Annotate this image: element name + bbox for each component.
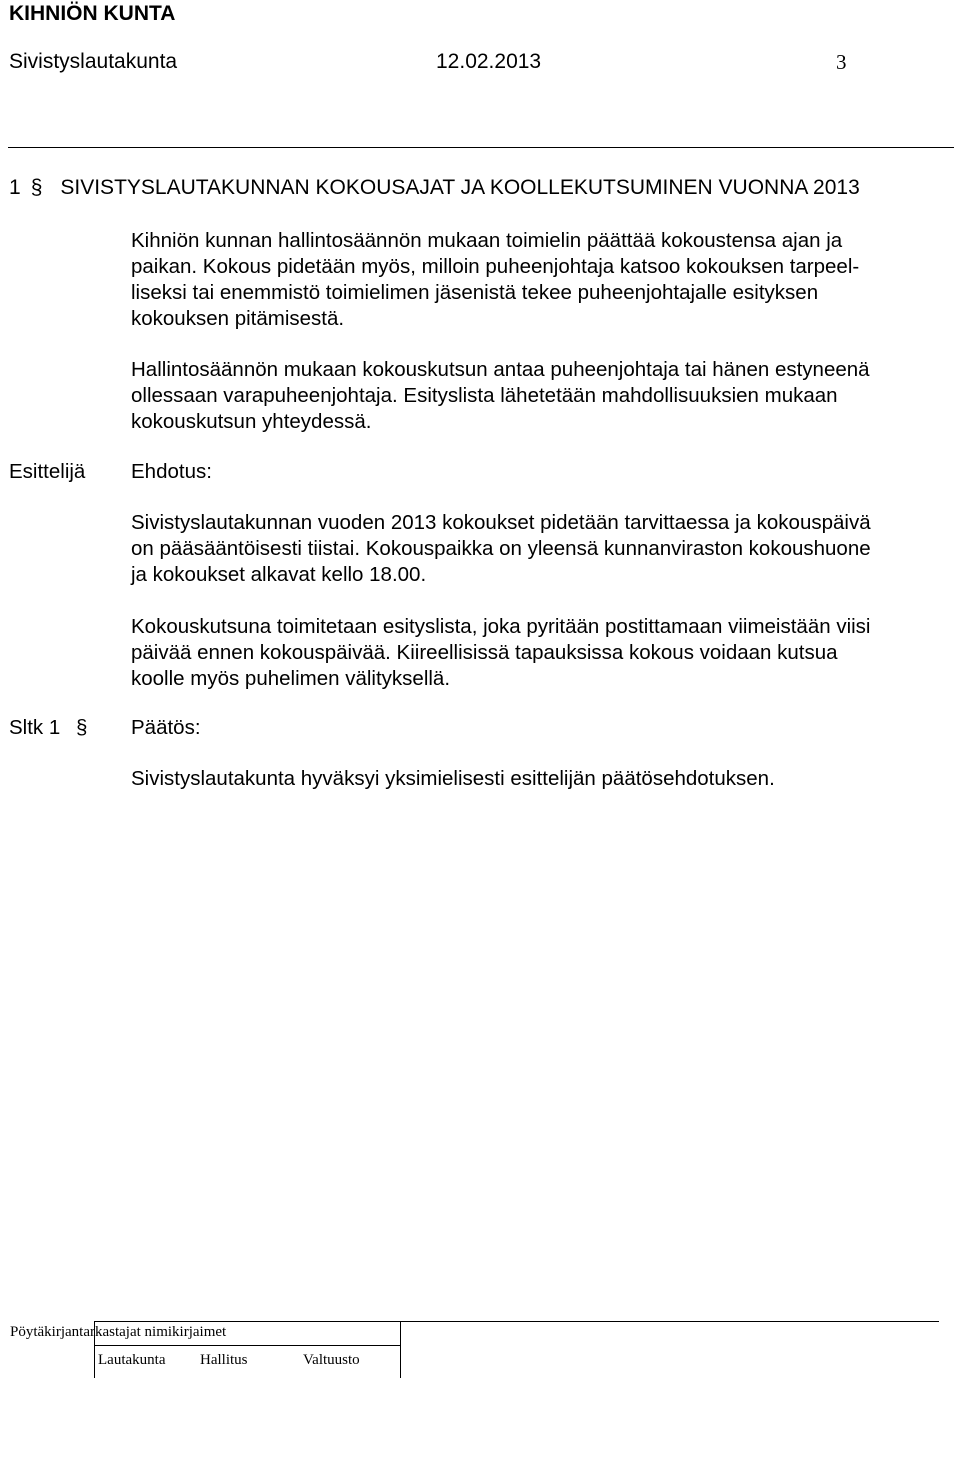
text-line: Hallintosäännön mukaan kokouskutsun antaa puheenjohtaja tai hänen estyneenä (131, 358, 870, 381)
text-line: päivää ennen kokouspäivää. Kiireellisissä tapauksissa kokous voidaan kutsua (131, 641, 838, 664)
signature-column-board: Lautakunta (98, 1352, 166, 1368)
page-number: 3 (836, 50, 847, 74)
meeting-date: 12.02.2013 (436, 50, 542, 73)
text-line: on pääsääntöisesti tiistai. Kokouspaikka on yleensä kunnanviraston kokoushuone (131, 537, 871, 560)
text-line: ja kokoukset alkavat kello 18.00. (131, 563, 427, 586)
text-line: Sivistyslautakunnan vuoden 2013 kokoukset pidetään tarvittaessa ja kokouspäivä (131, 511, 871, 534)
intro-paragraph-2 (131, 357, 951, 435)
text-line: Kokouskutsuna toimitetaan esityslista, joka pyritään postittamaan viimeistään viisi (131, 615, 871, 638)
decision-reference-label: Sltk 1 (9, 716, 61, 739)
organization-name: KIHNIÖN KUNTA (9, 2, 176, 25)
section-title: SIVISTYSLAUTAKUNNAN KOKOUSAJAT JA KOOLLEKUTSUMINEN VUONNA 2013 (60, 176, 860, 199)
text-line: liseksi tai enemmistö toimielimen jäsenistä tekee puheenjohtajalle esityksen (131, 281, 819, 304)
decision-reference (9, 716, 87, 740)
text-line: ollessaan varapuheenjohtaja. Esityslista lähetetään mahdollisuuksien mukaan (131, 384, 838, 407)
text-line: kokouskutsun yhteydessä. (131, 410, 372, 433)
text-line: paikan. Kokous pidetään myös, milloin puheenjohtaja katsoo kokouksen tarpeel- (131, 255, 860, 278)
decision-text: Sivistyslautakunta hyväksyi yksimielisesti esittelijän päätösehdotuksen. (131, 767, 775, 790)
text-line: Kihniön kunnan hallintosäännön mukaan toimielin päättää kokoustensa ajan ja (131, 229, 843, 252)
signatures-label: Pöytäkirjantarkastajat nimikirjaimet (10, 1324, 227, 1340)
intro-paragraph-1 (131, 228, 951, 332)
proposal-heading: Ehdotus: (131, 460, 212, 483)
proposal-paragraph-2 (131, 614, 951, 692)
signature-box-divider (94, 1345, 400, 1346)
section-number: 1 (9, 176, 21, 199)
section-symbol: § (30, 176, 43, 199)
signature-column-government: Hallitus (200, 1352, 248, 1368)
footer-right-rule (399, 1321, 939, 1322)
section-title-row (9, 176, 860, 200)
decision-heading: Päätös: (131, 716, 201, 739)
text-line: koolle myös puhelimen välityksellä. (131, 667, 451, 690)
decision-reference-symbol: § (75, 716, 88, 739)
proposal-paragraph-1 (131, 510, 951, 588)
signature-column-council: Valtuusto (303, 1352, 360, 1368)
presenter-label: Esittelijä (9, 460, 86, 483)
text-line: kokouksen pitämisestä. (131, 307, 345, 330)
board-name: Sivistyslautakunta (9, 50, 178, 73)
header-divider (8, 147, 954, 148)
